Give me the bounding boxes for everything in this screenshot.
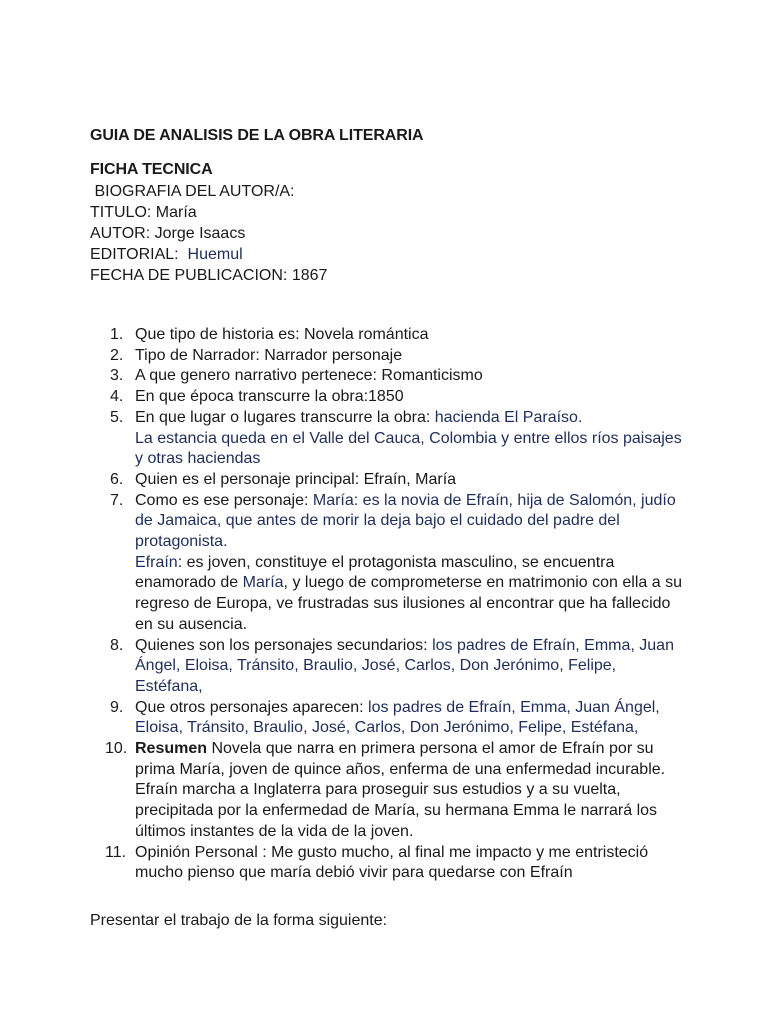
document-title: GUIA DE ANALISIS DE LA OBRA LITERARIA <box>90 127 424 144</box>
item-text: Novela que narra en primera persona el amor de Efraín por su prima María, joven de quince años, enferma de una enfermedad incurable. Efraín marcha a Inglaterra para proseguir sus estudios y a su vuelta, precipitada por la enfermedad de María, su hermana Emma le narrará los últimos instantes de la vida de la joven. <box>135 740 666 840</box>
item-number: 5. <box>110 408 124 426</box>
item-extra <box>135 553 687 636</box>
item-text: A que genero narrativo pertenece: Romanticismo <box>135 367 483 385</box>
item-text: Tipo de Narrador: Narrador personaje <box>135 346 403 364</box>
field-editorial-value: Huemul <box>187 246 243 263</box>
item-number: 4. <box>110 388 124 406</box>
list-item <box>0 698 687 739</box>
item-label: Quienes son los personajes secundarios: <box>135 636 433 654</box>
field-editorial-label: EDITORIAL: <box>90 246 188 263</box>
item-number: 10. <box>105 740 128 758</box>
item-number: 9. <box>110 698 124 716</box>
item-text: Que tipo de historia es: Novela romántica <box>135 326 429 343</box>
item-label: Que otros personajes aparecen: <box>135 698 369 716</box>
item-value: los padres de Efraín, Emma, Juan Ángel, Eloisa, Tránsito, Braulio, José, Carlos, Don Jerónimo, Felipe, Estéfana, <box>135 698 660 737</box>
section-title: FICHA TECNICA <box>90 161 213 178</box>
item-number: 8. <box>110 636 124 654</box>
list-item <box>0 408 687 470</box>
item-label: En que lugar o lugares transcurre la obra: <box>135 408 435 426</box>
footer-text: Presentar el trabajo de la forma siguiente: <box>90 912 388 929</box>
field-autor: AUTOR: Jorge Isaacs <box>90 225 246 242</box>
list-item <box>0 470 687 491</box>
item-number: 2. <box>110 346 124 364</box>
list-item <box>0 843 687 884</box>
item-text: Quien es el personaje principal: Efraín, María <box>135 470 457 488</box>
list-item <box>0 366 687 387</box>
field-fecha: FECHA DE PUBLICACION: 1867 <box>90 267 328 284</box>
question-list <box>0 325 768 884</box>
list-item <box>0 491 687 636</box>
item-value: los padres de Efraín, Emma, Juan Ángel, Eloisa, Tránsito, Braulio, José, Carlos, Don Jerónimo, Felipe, Estéfana, <box>135 636 674 695</box>
item-number: 1. <box>110 326 124 343</box>
list-item <box>0 636 687 698</box>
item-text: Opinión Personal : Me gusto mucho, al final me impacto y me entristeció mucho pienso que maría debió vivir para quedarse con Efraín <box>135 843 649 882</box>
item-number: 7. <box>110 491 124 509</box>
character-description: : es joven, constituye el protagonista masculino, se encuentra enamorado de <box>135 553 615 592</box>
item-text: En que época transcurre la obra:1850 <box>135 388 404 406</box>
item-value: María: es la novia de Efraín, hija de Salomón, judío de Jamaica, que antes de morir la deja bajo el cuidado del padre del protagonista. <box>135 491 676 551</box>
item-bold-label: Resumen <box>135 740 208 758</box>
ficha-tecnica <box>90 181 327 286</box>
item-number: 11. <box>105 843 127 861</box>
list-item <box>0 739 687 843</box>
item-number: 6. <box>110 470 124 488</box>
field-editorial <box>90 244 327 265</box>
item-value: hacienda El Paraíso. <box>434 408 583 426</box>
field-biografia: BIOGRAFIA DEL AUTOR/A: <box>90 183 295 200</box>
item-extra: La estancia queda en el Valle del Cauca, Colombia y entre ellos ríos paisajes y otras haciendas <box>135 429 682 468</box>
field-titulo: TITULO: María <box>90 204 197 221</box>
character-description: , y luego de comprometerse en matrimonio con ella a su regreso de Europa, ve frustradas sus ilusiones al encontrar que ha fallecido en su ausencia. <box>135 574 682 633</box>
character-name: María <box>242 574 284 592</box>
list-item <box>0 325 687 346</box>
item-label: Como es ese personaje: <box>135 491 313 509</box>
character-name: Efraín <box>135 553 178 571</box>
list-item <box>0 346 687 367</box>
item-number: 3. <box>110 367 124 385</box>
list-item <box>0 387 687 408</box>
